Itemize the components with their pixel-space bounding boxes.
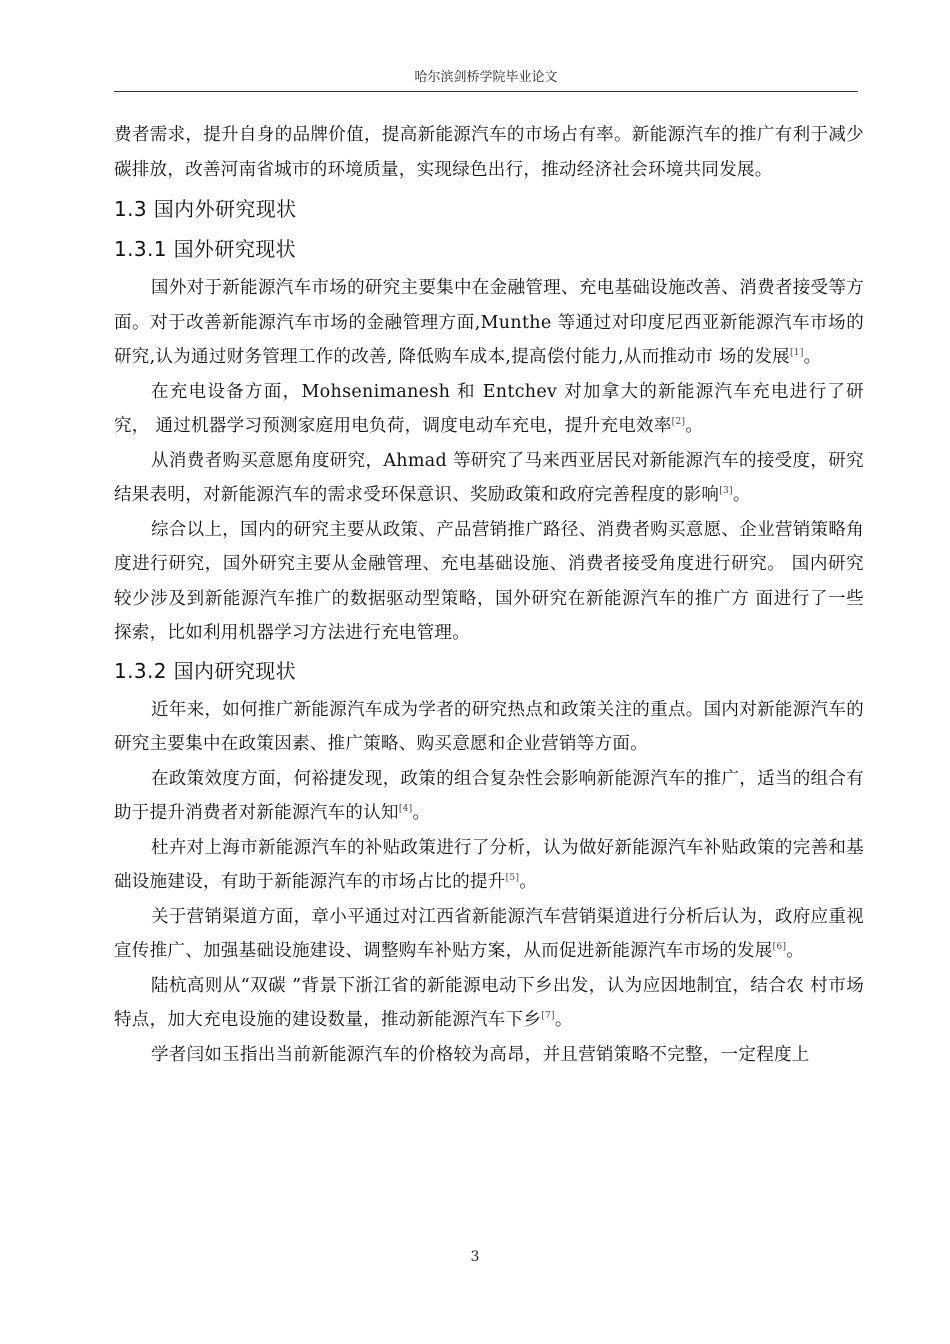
paragraph-foreign-finance bbox=[114, 271, 864, 375]
citation-ref: [4] bbox=[398, 804, 413, 814]
paragraph-continuation: 费者需求，提升自身的品牌价值，提高新能源汽车的市场占有率。新能源汽车的推广有利于减少碳排放，改善河南省城市的环境质量，实现绿色出行，推动经济社会环境共同发展。 bbox=[114, 125, 864, 180]
paragraph-text: 陆杭高则从“双碳 ”背景下浙江省的新能源电动下乡出发，认为应因地制宜，结合农 村市场特点，加大充电设施的建设数量，推动新能源汽车下乡 bbox=[114, 975, 864, 1030]
paragraph-text: 杜卉对上海市新能源汽车的补贴政策进行了分析，认为做好新能源汽车补贴政策的完善和基础设施建设，有助于新能源汽车的市场占比的提升 bbox=[114, 837, 864, 892]
paragraph-domestic-channel bbox=[114, 900, 864, 969]
paragraph-domestic-intro: 近年来，如何推广新能源汽车成为学者的研究热点和政策关注的重点。国内对新能源汽车的研究主要集中在政策因素、推广策略、购买意愿和企业营销等方面。 bbox=[114, 699, 864, 754]
citation-ref: [6] bbox=[772, 942, 787, 952]
paragraph-end: 。 bbox=[412, 803, 431, 823]
paragraph-summary: 综合以上，国内的研究主要从政策、产品营销推广路径、消费者购买意愿、企业营销策略角度进行研究，国外研究主要从金融管理、充电基础设施、消费者接受角度进行研究。 国内研究较少涉及到新能源汽车推广的数据驱动型策略，国外研究在新能源汽车的推广方 面进行了一些探索，比如利用机器学习方法进行充电管理。 bbox=[114, 519, 864, 643]
subsection-heading-1-3-2: 1.3.2 国内研究现状 bbox=[114, 658, 297, 683]
paragraph-foreign-consumer bbox=[114, 444, 864, 513]
citation-ref: [5] bbox=[505, 873, 520, 883]
citation-ref: [7] bbox=[541, 1011, 555, 1021]
page-body bbox=[114, 118, 864, 1072]
paragraph-end: 。 bbox=[803, 347, 822, 367]
paragraph-foreign-charging bbox=[114, 375, 864, 444]
paragraph-text: 在政策效度方面，何裕捷发现，政策的组合复杂性会影响新能源汽车的推广，适当的组合有助于提升消费者对新能源汽车的认知 bbox=[114, 768, 864, 823]
subsection-heading-1-3-1: 1.3.1 国外研究现状 bbox=[114, 237, 297, 261]
running-header: 哈尔滨剑桥学院毕业论文 bbox=[114, 66, 858, 92]
citation-ref: [3] bbox=[719, 486, 733, 496]
page-number: 3 bbox=[470, 1249, 480, 1265]
citation-ref: [1] bbox=[789, 348, 804, 358]
paragraph-text: 从消费者购买意愿角度研究，Ahmad 等研究了马来西亚居民对新能源汽车的接受度，研究结果表明，对新能源汽车的需求受环保意识、奖励政策和政府完善程度的影响 bbox=[114, 450, 864, 505]
paragraph-end: 。 bbox=[685, 416, 704, 436]
paragraph-text: 在充电设备方面，Mohsenimanesh 和 Entchev 对加拿大的新能源汽车充电进行了研究， 通过机器学习预测家庭用电负荷，调度电动车充电，提升充电效率 bbox=[114, 381, 864, 436]
paragraph-domestic-price: 学者闫如玉指出当前新能源汽车的价格较为高昂，并且营销策略不完整，一定程度上 bbox=[151, 1044, 810, 1065]
section-heading-1-3: 1.3 国内外研究现状 bbox=[114, 197, 297, 221]
paragraph-end: 。 bbox=[554, 1010, 573, 1030]
paragraph-text: 国外对于新能源汽车市场的研究主要集中在金融管理、充电基础设施改善、消费者接受等方面。对于改善新能源汽车市场的金融管理方面,Munthe 等通过对印度尼西亚新能源汽车市场的研究,认为通过财务管理工作的改善, 降低购车成本,提高偿付能力,从而推动市 场的发展 bbox=[114, 278, 864, 367]
citation-ref: [2] bbox=[671, 417, 686, 427]
paragraph-domestic-subsidy bbox=[114, 831, 864, 900]
paragraph-domestic-policy bbox=[114, 762, 864, 831]
paragraph-end: 。 bbox=[786, 941, 805, 961]
paragraph-end: 。 bbox=[732, 485, 751, 505]
paragraph-domestic-rural bbox=[114, 969, 864, 1038]
paragraph-end: 。 bbox=[519, 872, 538, 892]
paragraph-text: 关于营销渠道方面，章小平通过对江西省新能源汽车营销渠道进行分析后认为，政府应重视宣传推广、加强基础设施建设、调整购车补贴方案，从而促进新能源汽车市场的发展 bbox=[114, 906, 864, 961]
